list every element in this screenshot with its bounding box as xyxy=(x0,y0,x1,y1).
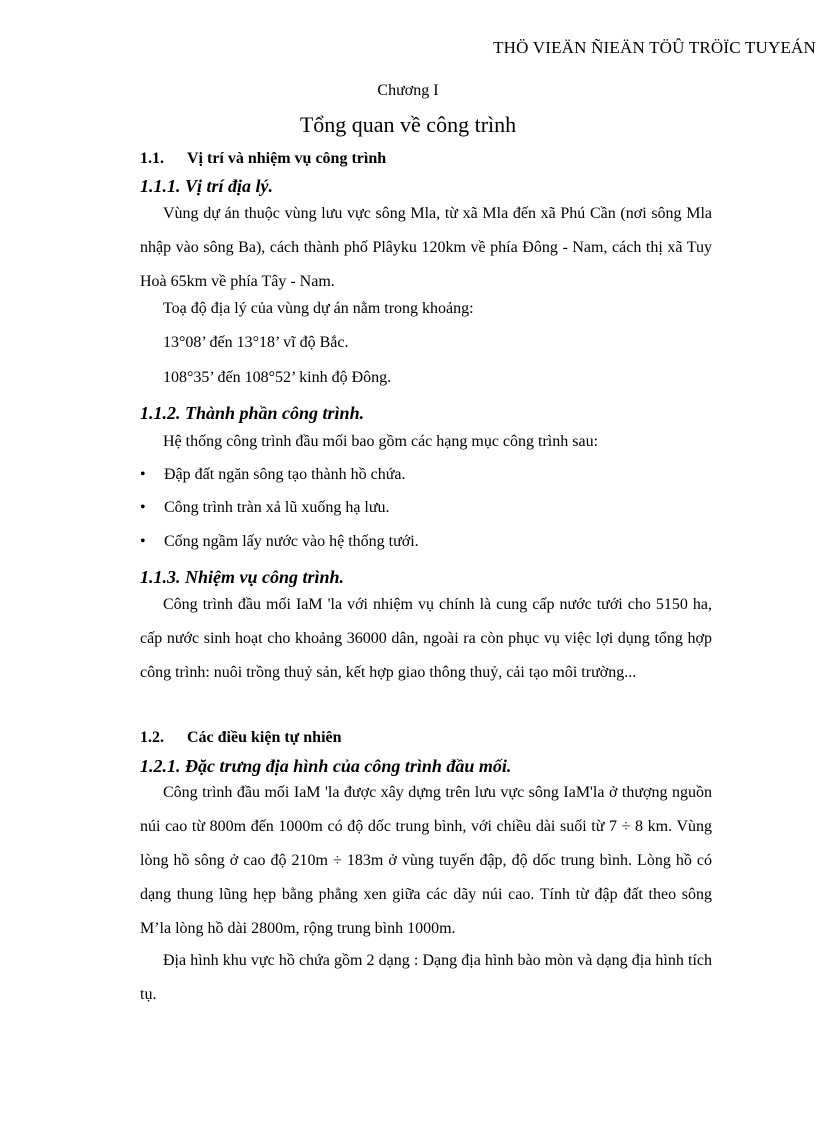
section-1-2-heading xyxy=(140,729,342,747)
bullet-icon: • xyxy=(140,533,146,550)
location-paragraph: Vùng dự án thuộc vùng lưu vực sông Mla, từ xã Mla đến xã Phú Cần (nơi sông Mla nhập vào sông Ba), cách thành phố Plâyku 120km về phía Đông - Nam, cách thị xã Tuy Hoà 65km về phía Tây - Nam. xyxy=(140,205,712,290)
subsection-1-1-1-heading: 1.1.1. Vị trí địa lý. xyxy=(140,176,274,196)
section-title: Các điều kiện tự nhiên xyxy=(187,729,342,746)
mission-paragraph: Công trình đầu mối IaM 'la với nhiệm vụ chính là cung cấp nước tưới cho 5150 ha, cấp nước sinh hoạt cho khoảng 36000 dân, ngoài ra còn phục vụ việc lợi dụng tổng hợp công trình: nuôi trồng thuỷ sản, kết hợp giao thông thuỷ, cải tạo môi trường... xyxy=(140,596,712,681)
latitude-range: 13°08’ đến 13°18’ vĩ độ Bắc. xyxy=(163,334,349,351)
list-item: • Cống ngầm lấy nước vào hệ thống tưới. xyxy=(140,533,419,550)
section-number: 1.2. xyxy=(140,729,164,746)
section-title: Vị trí và nhiệm vụ công trình xyxy=(187,150,387,167)
chapter-label: Chương I xyxy=(377,82,439,99)
page-header: THÖ VIEÄN ÑIEÄN TÖÛ TRÖÏC TUYEÁN xyxy=(493,38,816,57)
list-item: • Công trình tràn xả lũ xuống hạ lưu. xyxy=(140,499,390,516)
section-number: 1.1. xyxy=(140,150,164,167)
list-item: • Đập đất ngăn sông tạo thành hồ chứa. xyxy=(140,466,406,483)
terrain-paragraph: Công trình đầu mối IaM 'la được xây dựng trên lưu vực sông IaM'la ở thượng nguồn núi cao từ 800m đến 1000m có độ dốc trung bình, với chiều dài suối từ 7 ÷ 8 km. Vùng lòng hồ sông ở cao độ 210m ÷ 183m ở vùng tuyến đập, độ dốc trung bình. Lòng hồ có dạng thung lũng hẹp bằng phẳng xen giữa các dãy núi cao. Tính từ đập đất theo sông M’la lòng hồ dài 2800m, rộng trung bình 1000m. xyxy=(140,784,712,937)
section-1-1-heading xyxy=(140,150,386,168)
longitude-range: 108°35’ đến 108°52’ kinh độ Đông. xyxy=(163,369,392,386)
subsection-1-1-3-heading: 1.1.3. Nhiệm vụ công trình. xyxy=(140,567,345,587)
subsection-1-1-2-heading: 1.1.2. Thành phần công trình. xyxy=(140,403,365,423)
coordinates-intro: Toạ độ địa lý của vùng dự án nằm trong khoảng: xyxy=(163,300,474,317)
components-intro: Hệ thống công trình đầu mối bao gồm các hạng mục công trình sau: xyxy=(163,433,599,450)
reservoir-terrain-paragraph: Địa hình khu vực hồ chứa gồm 2 dạng : Dạng địa hình bào mòn và dạng địa hình tích tụ. xyxy=(140,952,712,1003)
bullet-icon: • xyxy=(140,466,146,483)
chapter-title: Tổng quan về công trình xyxy=(299,112,517,137)
subsection-1-2-1-heading: 1.2.1. Đặc trưng địa hình của công trình đầu mối. xyxy=(140,756,512,776)
bullet-icon: • xyxy=(140,499,146,516)
